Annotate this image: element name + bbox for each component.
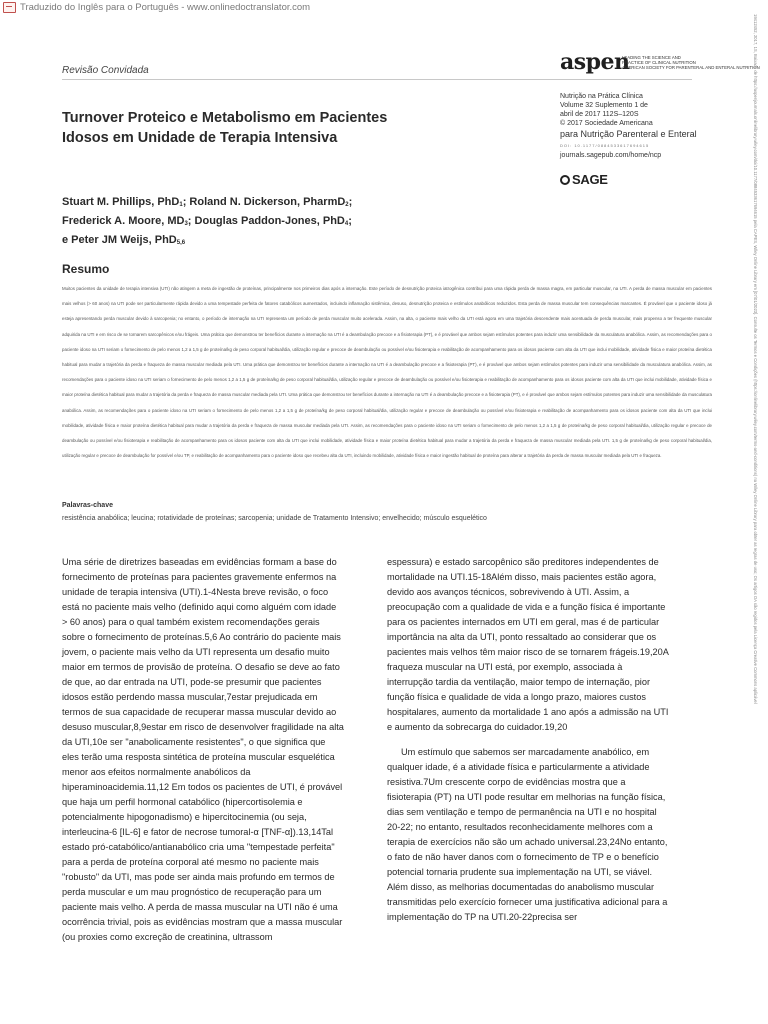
aspen-logo — [560, 49, 760, 76]
tagline-line: AMERICAN SOCIETY FOR PARENTERAL AND ENTERAL NUTRITION — [622, 65, 760, 70]
translator-document-icon — [3, 2, 16, 13]
translator-banner-text: Traduzido do Inglês para o Português - www.onlinedoctranslator.com — [20, 1, 311, 13]
journal-line: Nutrição na Prática Clínica — [560, 93, 643, 100]
author-separator: ; — [187, 215, 195, 227]
author-name: Roland N. Dickerson, PharmD — [189, 196, 346, 208]
body-column-left — [62, 555, 344, 945]
download-notice-text: 19412452, 2017, 1S, Baixado de https://aspenjournals.onlinelibrary.wiley.com/doi/10.1177/0884533617694615 pela CAPES, Wiley Online Library em [07/01/2023]. Consulte os Termos e Condições (https://onlinelibrary.wiley.com/terms-and-conditions) na Wiley Online Library para obter as regras de uso; Os artigos OA são regidos pela Licença Creative Commons aplicável — [753, 14, 758, 704]
abstract-heading: Resumo — [62, 262, 110, 276]
journal-line: Volume 32 Suplemento 1 de — [560, 102, 648, 109]
body-paragraph: espessura) e estado sarcopênico são preditores independentes de mortalidade na UTI.15-18Além disso, mais pacientes estão agora, devido aos avanços técnicos, sobrevivendo à UTI. Assim, a preocupação com a qualidade de vida e a função física é importante para os pacientes internados em UTI em geral, mas é de particular importância na alta da UTI, ponto ressaltado ao considerar que os pacientes mais velhos têm maior risco de se tornarem frágeis.19,20A fraqueza muscular na UTI está, por exemplo, associada à interrupção tardia da ventilação, maior tempo de internação, pior função física e qualidade de vida a longo prazo, maiores custos hospitalares, aumento da mortalidade 1 ano após a admissão na UTI e aumento da sobrecarga do cuidador.19,20 — [387, 557, 669, 732]
journal-site-link[interactable]: journals.sagepub.com/home/ncp — [560, 152, 662, 159]
tagline-line: LEADING THE SCIENCE AND — [622, 55, 681, 60]
author-affiliation: 2 — [345, 202, 349, 208]
download-notice-strip — [748, 14, 760, 894]
author-separator: ; — [182, 196, 190, 208]
sage-logo-text: SAGE — [572, 172, 608, 187]
author-list — [62, 194, 482, 251]
tagline-line: PRACTICE OF CLINICAL NUTRITION — [622, 60, 696, 65]
journal-line: abril de 2017 112S–120S — [560, 111, 639, 118]
author-separator: ; — [348, 215, 352, 227]
author-affiliation: 1 — [179, 202, 183, 208]
author-name: e Peter JM Weijs, PhD — [62, 234, 177, 246]
journal-line: © 2017 Sociedade Americana — [560, 120, 653, 127]
header-divider — [62, 79, 692, 80]
sage-logo — [560, 172, 608, 187]
author-separator: ; — [348, 196, 353, 208]
keywords-heading: Palavras-chave — [62, 502, 113, 509]
translator-banner — [0, 0, 423, 14]
author-name: Frederick A. Moore, MD — [62, 215, 185, 227]
journal-publisher: para Nutrição Parenteral e Enteral — [560, 129, 697, 139]
author-name: Stuart M. Phillips, PhD — [62, 196, 180, 208]
keywords-list: resistência anabólica; leucina; rotatividade de proteínas; sarcopenia; unidade de Tratamento Intensivo; envelhecido; músculo esquelético — [62, 515, 487, 522]
body-paragraph: Uma série de diretrizes baseadas em evidências formam a base do fornecimento de proteínas para pacientes gravemente enfermos na unidade de terapia intensiva (UTI).1-4Nesta breve revisão, o foco está no paciente mais velho (definido aqui como alguém com idade > 60 anos) para o qual também existem recomendações gerais sobre o fornecimento de proteínas.5,6 Ao contrário do paciente mais jovem, o paciente mais velho da UTI representa um desafio muito maior em termos de provisão de proteína. O desafio se deve ao fato de que, ao dar entrada na UTI, pode-se presumir que pacientes idosos estão perdendo massa muscular,7estar prejudicada em termos de sua capacidade de recuperar massa muscular devido ao desuso muscular,8,9estar em risco de desenvolver fragilidade na alta da UTI,10e ser "anabolicamente resistentes", o que significa que eles terão uma resposta sintética de proteína muscular esquelética menor aos efeitos normalmente anabólicos da hiperaminoacidemia.11,12 Em todos os pacientes de UTI, é provável que haja um perfil hormonal catabólico (hipercortisolemia e potencialmente hipogonadismo) e hipercitocinemia (ou seja, interleucina-6 [IL-6] e fator de necrose tumoral-α [TNF-α]).13,14Tal estado pró-catabólico/antianabólico cria uma "tempestade perfeita" para a perda de proteína corporal até mesmo no paciente mais "robusto" da UTI, mas pode ser ainda mais profundo em termos de perda muscular e um mau prognóstico de recuperação para um paciente mais velho. A perda de massa muscular na UTI não é uma ocorrência trivial, pois as evidências mostram que a massa muscular (ou proxies como excreção de creatinina, ultrassom — [62, 557, 344, 942]
abstract-body: Muitos pacientes da unidade de terapia intensiva (UTI) não atingem a meta de ingestão de proteínas, principalmente nos primeiros dias após a internação. Este período de desnutrição proteica iatrogênica contribui para uma rápida perda de massa magra, em particular muscular, na UTI. A perda de massa muscular em pacientes mais velhos (> 60 anos) na UTI pode ser particularmente rápida devido a uma tempestade perfeita de fatores catabólicos aumentados, incluindo inflamação sistêmica, desuso, desnutrição proteica e estímulos anabólicos reduzidos. Esta perda de massa muscular tem consequências marcantes. É provável que o paciente idoso já esteja apresentando perda muscular devido à sarcopenia; no entanto, o período de internação na UTI representa um período de perda muscular muito acelerada. Assim, na alta, o paciente mais velho da UTI está agora em uma trajetória descendente mais acentuada de perda muscular, mais propenso a ter frequente muscular adquirida na UTI e em risco de se tornarem sarcopênicos e/ou frágeis. Uma prática que demonstrou ter benefícios durante a internação na UTI é a deambulação precoce e a fisioterapia (PT), e é provável que ambos sejam estímulos potentes para induzir uma sensibilidade da musculatura anabólica. Assim, as recomendações para o paciente idoso na UTI seriam o fornecimento de pelo menos 1,2 a 1,5 g de proteína/kg de peso corporal habitual/dia, utilização regular e precoce de deambulação ou possível e/ou fisioterapia e reabilitação de acompanhamento para os idosos paciente com alta da UTI que inclui mobilidade, atividade física e maior proteína dietética habitual para mudar a trajetória da perda e fraqueza de massa muscular mediada pela UTI. Uma prática que demonstrou ter benefícios durante a internação na UTI é a deambulação precoce e a fisioterapia (PT), e é provável que ambos sejam estímulos potentes para induzir uma sensibilidade da musculatura anabólica. Assim, as recomendações para o paciente idoso na UTI seriam o fornecimento de pelo menos 1,2 a 1,5 g de proteína/kg de peso corporal habitual/dia, utilização regular e precoce de deambulação ou possível e/ou fisioterapia e reabilitação de acompanhamento para os idosos paciente com alta da UTI que inclui mobilidade, atividade física e maior proteína dietética habitual para mudar a trajetória da perda e fraqueza de massa muscular mediada pela UTI. Uma prática que demonstrou ter benefícios durante a internação na UTI é a deambulação precoce e a fisioterapia (PT), e é provável que ambos sejam estímulos potentes para induzir uma sensibilidade da musculatura anabólica. Assim, as recomendações para o paciente idoso na UTI seriam o fornecimento de pelo menos 1,2 a 1,5 g de proteína/kg de peso corporal habitual/dia, utilização regular e precoce de deambulação ou possível e/ou fisioterapia e reabilitação de acompanhamento para os idosos paciente com alta da UTI que inclui mobilidade, atividade física e maior proteína dietética habitual para mudar a trajetória da perda e fraqueza de massa muscular mediada pela UTI. Assim, as recomendações para o paciente idoso na UTI seriam o fornecimento de pelo menos 1,2 a 1,5 g de proteína/kg de peso corporal habitual/dia, utilização regular e precoce de deambulação ou possível e/ou fisioterapia e reabilitação de acompanhamento para os idosos paciente com alta da UTI que inclui mobilidade, atividade física e maior proteína dietética habitual para mudar a trajetória da perda e fraqueza de massa muscular mediada pela UTI. 1,5 g de proteína/kg de peso corporal habitual/dia, utilização regular e precoce de deambulação for possível e/ou TP, e reabilitação de acompanhamento para o paciente idoso que recebeu alta da UTI, incluindo mobilidade, atividade física e maior ingestão habitual de proteína para alterar a trajetória da perda de massa muscular mediada pela UTI e fraqueza. — [62, 286, 712, 459]
body-column-right — [387, 555, 669, 945]
sage-circle-icon — [560, 175, 570, 185]
section-type: Revisão Convidada — [62, 65, 149, 76]
article-title: Turnover Proteico e Metabolismo em Pacientes Idosos em Unidade de Terapia Intensiva — [62, 110, 388, 146]
aspen-logo-wordmark: aspen — [560, 49, 630, 75]
author-affiliation: 5,6 — [176, 240, 186, 246]
body-paragraph: Um estímulo que sabemos ser marcadamente anabólico, em qualquer idade, é a atividade física e particularmente a atividade resistiva.7Um crescente corpo de evidências mostra que a fisioterapia (PT) na UTI pode resultar em melhorias na função física, dias sem ventilação e tempo de permanência na UTI e no hospital 20-22; no entanto, resultados reconhecidamente melhores com a terapia de exercícios não são um achado universal.23,24No entanto, o fato de não haver danos com o fornecimento de TP e o benefício potencial tornaria prudente sua implementação na UTI, se viável. Além disso, as melhorias documentadas do anabolismo muscular transmitidas pelo exercício fornecer uma justificativa adicional para a implementação do TP na UTI.20-22precisa ser — [387, 747, 668, 922]
author-affiliation: 4 — [344, 221, 349, 227]
journal-doi: DOI: 10.1177/0884533617694615 — [560, 143, 650, 148]
author-name: Douglas Paddon-Jones, PhD — [194, 215, 345, 227]
journal-info — [560, 92, 710, 160]
author-affiliation: 3 — [184, 221, 188, 227]
aspen-logo-tagline — [622, 55, 760, 70]
